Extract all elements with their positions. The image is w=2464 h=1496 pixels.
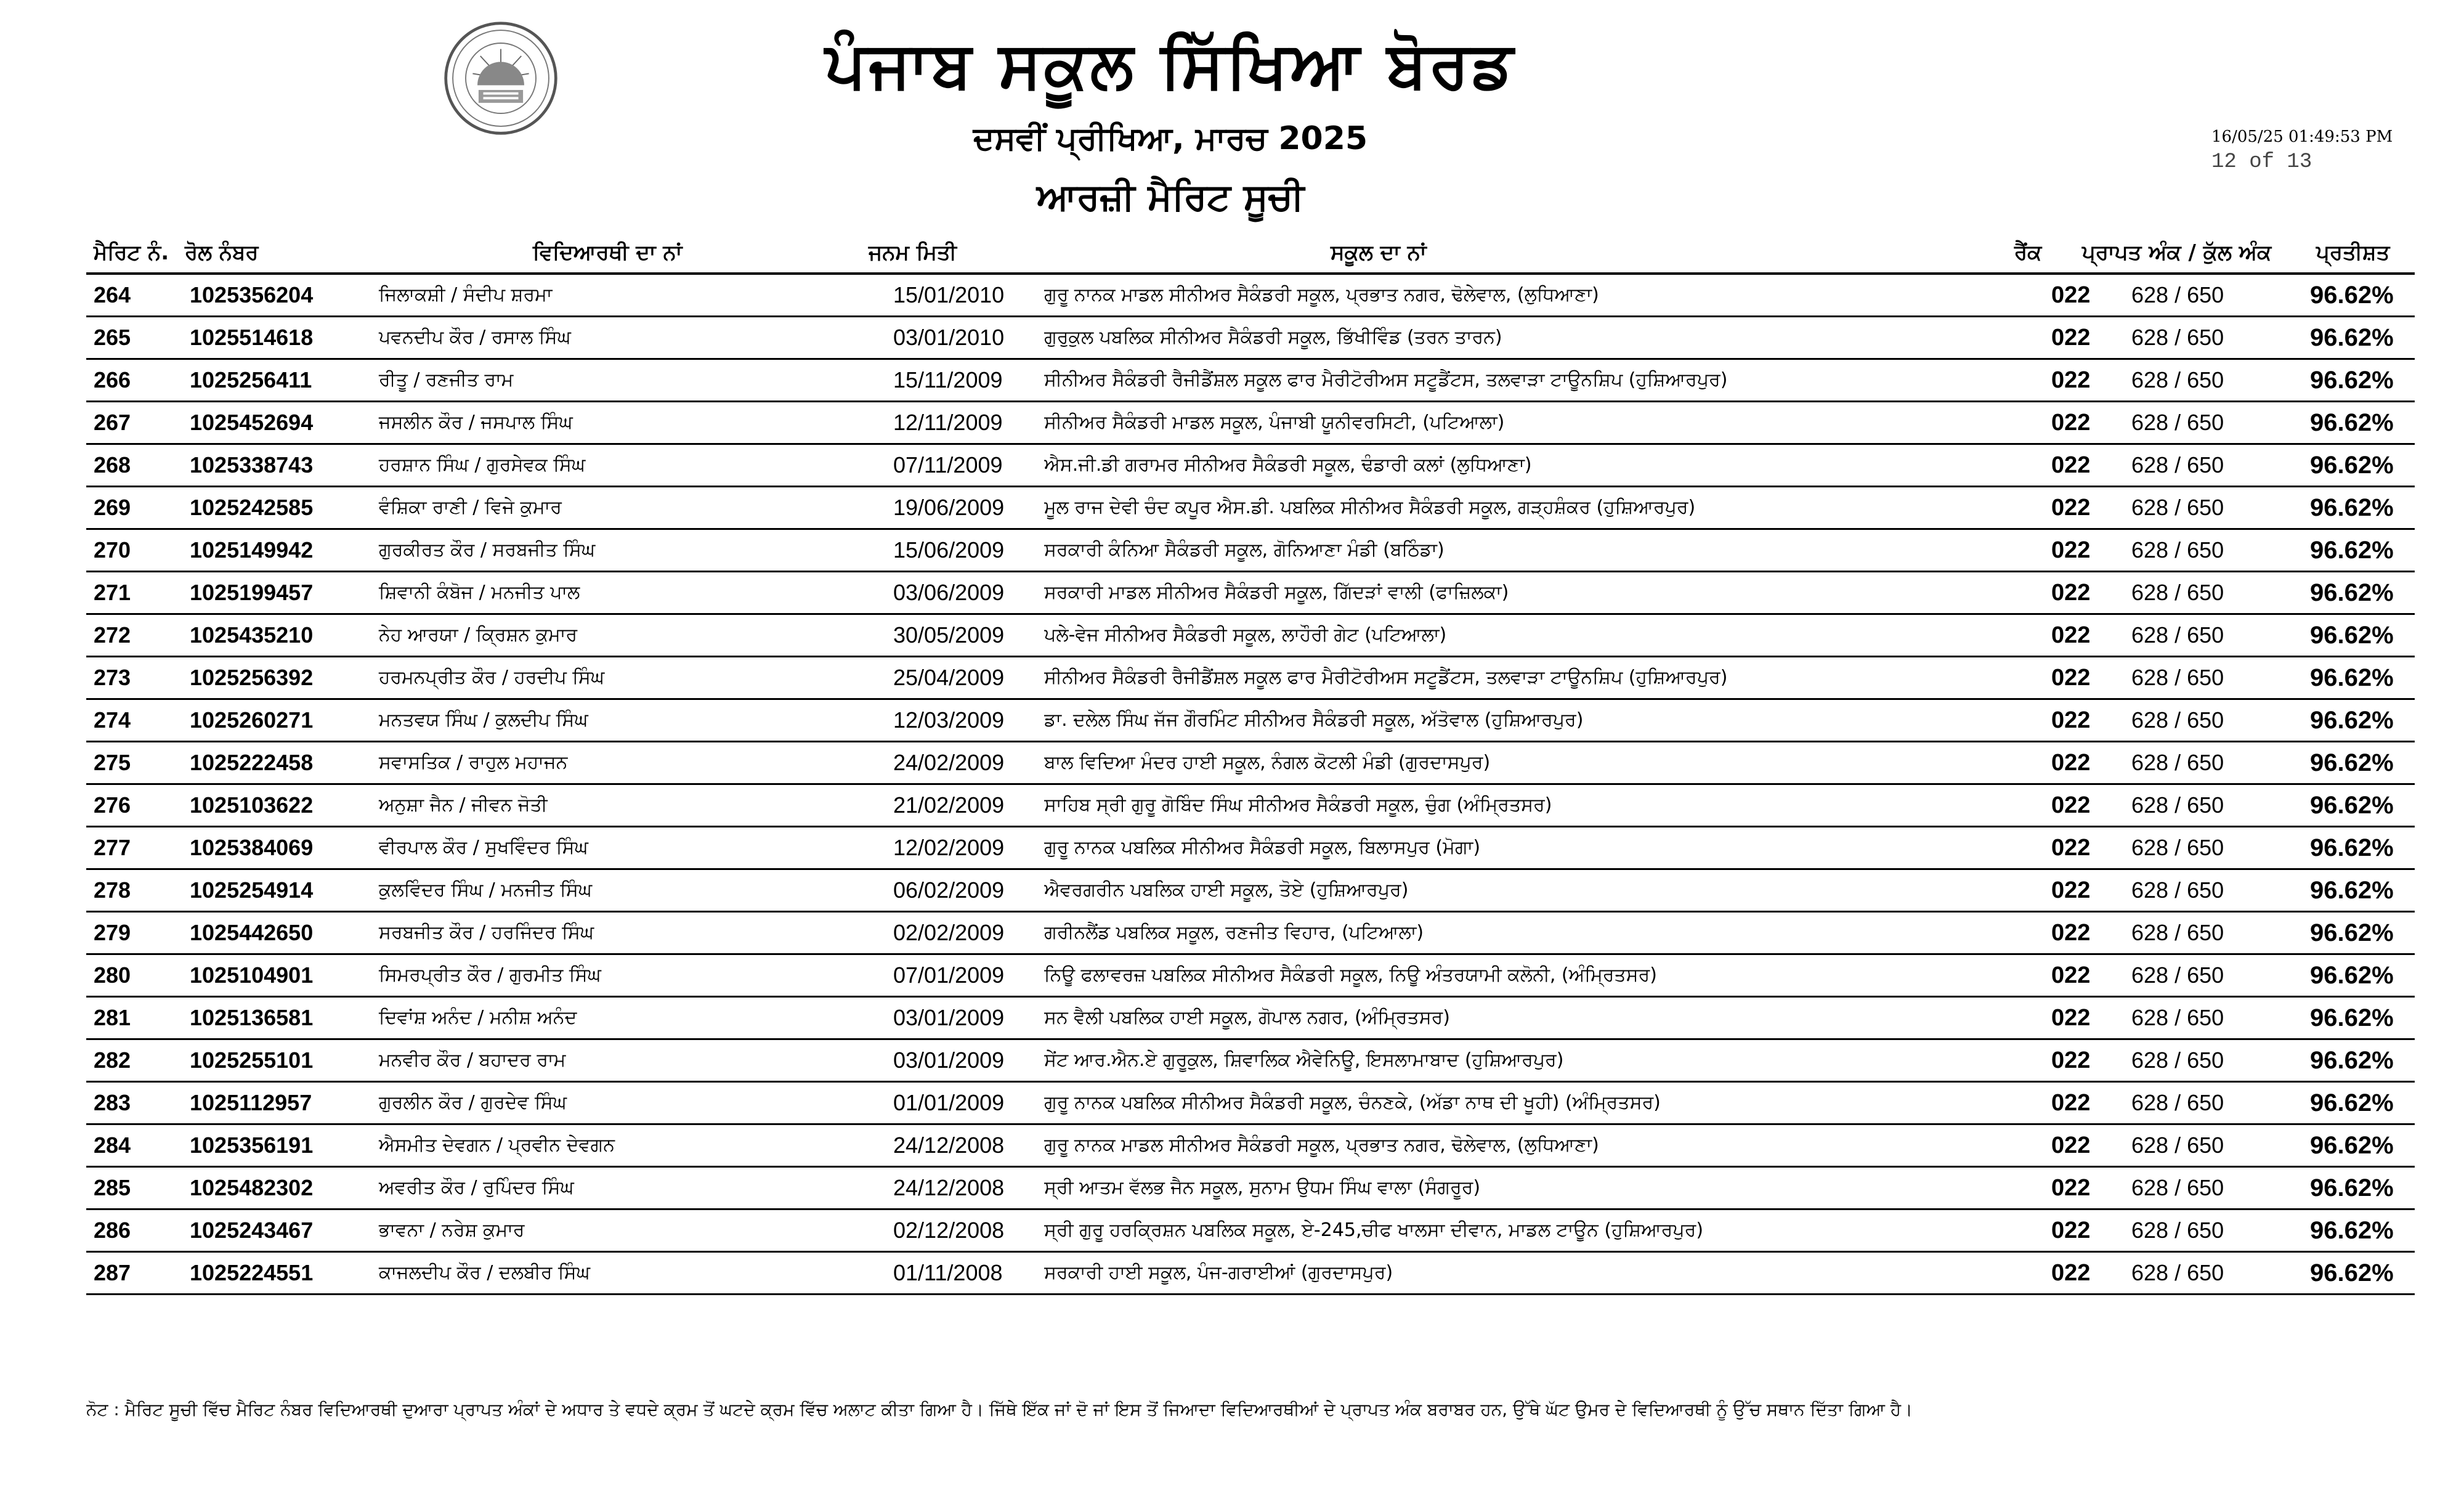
- table-row: [86, 913, 2415, 955]
- roll-number: 1025242585: [190, 495, 314, 520]
- merit-number: 273: [94, 665, 131, 690]
- percentage: 96.62%: [2310, 707, 2394, 734]
- table-row: [86, 955, 2415, 998]
- merit-number: 277: [94, 835, 131, 860]
- student-name: ਸਰਬਜੀਤ ਕੌਰ / ਹਰਜਿੰਦਰ ਸਿੰਘ: [379, 922, 594, 943]
- merit-number: 278: [94, 877, 131, 903]
- rank: 022: [2051, 877, 2091, 903]
- rank: 022: [2051, 495, 2091, 521]
- table-row: [86, 487, 2415, 530]
- marks-obtained: 628 / 650: [2131, 1005, 2224, 1030]
- roll-number: 1025149942: [190, 537, 314, 563]
- student-name: ਭਾਵਨਾ / ਨਰੇਸ਼ ਕੁਮਾਰ: [379, 1219, 525, 1241]
- percentage: 96.62%: [2310, 622, 2394, 649]
- school-name: ਗੁਰੂ ਨਾਨਕ ਮਾਡਲ ਸੀਨੀਅਰ ਸੈਕੰਡਰੀ ਸਕੂਲ, ਪ੍ਰਭਾਤ ਨਗਰ, ਢੋਲੇਵਾਲ, (ਲੁਧਿਆਣਾ): [1044, 1134, 1599, 1156]
- date-of-birth: 15/01/2010: [893, 282, 1005, 307]
- col-header-roll: ਰੋਲ ਨੰਬਰ: [185, 240, 259, 265]
- percentage: 96.62%: [2310, 1089, 2394, 1116]
- date-of-birth: 15/11/2009: [893, 367, 1003, 392]
- date-of-birth: 03/01/2009: [893, 1047, 1005, 1073]
- student-name: ਪਵਨਦੀਪ ਕੌਰ / ਰਸਾਲ ਸਿੰਘ: [379, 327, 571, 348]
- percentage: 96.62%: [2310, 367, 2394, 394]
- table-header: [86, 235, 2415, 275]
- date-of-birth: 30/05/2009: [893, 622, 1005, 648]
- rank: 022: [2051, 1047, 2091, 1073]
- student-name: ਗੁਰਲੀਨ ਕੌਰ / ਗੁਰਦੇਵ ਸਿੰਘ: [379, 1092, 567, 1113]
- school-name: ਗਰੀਨਲੈਂਡ ਪਬਲਿਕ ਸਕੂਲ, ਰਣਜੀਤ ਵਿਹਾਰ, (ਪਟਿਆਲਾ): [1044, 922, 1424, 943]
- student-name: ਹਰਸ਼ਾਨ ਸਿੰਘ / ਗੁਰਸੇਵਕ ਸਿੰਘ: [379, 454, 586, 476]
- roll-number: 1025222458: [190, 750, 314, 775]
- merit-number: 264: [94, 282, 131, 307]
- student-name: ਨੇਹ ਆਰਯਾ / ਕ੍ਰਿਸ਼ਨ ਕੁਮਾਰ: [379, 624, 578, 646]
- percentage: 96.62%: [2310, 324, 2394, 351]
- marks-obtained: 628 / 650: [2131, 877, 2224, 903]
- school-name: ਐਵਰਗਰੀਨ ਪਬਲਿਕ ਹਾਈ ਸਕੂਲ, ਤੋਏ (ਹੁਸ਼ਿਆਰਪੁਰ): [1044, 879, 1409, 901]
- merit-number: 267: [94, 410, 131, 435]
- student-name: ਸ਼ਿਵਾਨੀ ਕੰਬੋਜ / ਮਨਜੀਤ ਪਾਲ: [379, 582, 580, 603]
- roll-number: 1025514618: [190, 325, 314, 350]
- school-name: ਡਾ. ਦਲੇਲ ਸਿੰਘ ਜੱਜ ਗੌਰਮਿੰਟ ਸੀਨੀਅਰ ਸੈਕੰਡਰੀ ਸਕੂਲ, ਅੱਤੋਵਾਲ (ਹੁਸ਼ਿਆਰਪੁਰ): [1044, 709, 1584, 731]
- col-header-merit: ਮੈਰਿਟ ਨੰ.: [94, 240, 169, 265]
- marks-obtained: 628 / 650: [2131, 962, 2224, 988]
- date-of-birth: 07/11/2009: [893, 452, 1003, 478]
- merit-number: 268: [94, 452, 131, 478]
- table-row: [86, 1168, 2415, 1210]
- roll-number: 1025255101: [190, 1047, 314, 1073]
- merit-number: 286: [94, 1218, 131, 1243]
- marks-obtained: 628 / 650: [2131, 325, 2224, 350]
- merit-number: 280: [94, 962, 131, 988]
- roll-number: 1025442650: [190, 920, 314, 945]
- table-row: [86, 657, 2415, 700]
- rank: 022: [2051, 920, 2091, 946]
- student-name: ਐਸਮੀਤ ਦੇਵਗਨ / ਪ੍ਰਵੀਨ ਦੇਵਗਨ: [379, 1134, 615, 1156]
- merit-number: 279: [94, 920, 131, 945]
- percentage: 96.62%: [2310, 579, 2394, 606]
- date-of-birth: 03/06/2009: [893, 580, 1005, 605]
- table-row: [86, 1040, 2415, 1083]
- col-header-marks: ਪ੍ਰਾਪਤ ਅੰਕ / ਕੁੱਲ ਅੰਕ: [2082, 240, 2272, 265]
- merit-number: 265: [94, 325, 131, 350]
- table-row: [86, 275, 2415, 317]
- date-of-birth: 19/06/2009: [893, 495, 1005, 520]
- school-name: ਸੇਂਟ ਆਰ.ਐਨ.ਏ ਗੁਰੂਕੁਲ, ਸ਼ਿਵਾਲਿਕ ਐਵੇਨਿਊ, ਇਸਲਾਮਾਬਾਦ (ਹੁਸ਼ਿਆਰਪੁਰ): [1044, 1049, 1564, 1071]
- table-row: [86, 870, 2415, 913]
- merit-number: 270: [94, 537, 131, 563]
- school-name: ਗੁਰੂ ਨਾਨਕ ਮਾਡਲ ਸੀਨੀਅਰ ਸੈਕੰਡਰੀ ਸਕੂਲ, ਪ੍ਰਭਾਤ ਨਗਰ, ਢੋਲੇਵਾਲ, (ਲੁਧਿਆਣਾ): [1044, 284, 1599, 306]
- merit-number: 283: [94, 1090, 131, 1115]
- school-name: ਸਨ ਵੈਲੀ ਪਬਲਿਕ ਹਾਈ ਸਕੂਲ, ਗੋਪਾਲ ਨਗਰ, (ਅੰਮ੍ਰਿਤਸਰ): [1044, 1007, 1450, 1028]
- col-header-school: ਸਕੂਲ ਦਾ ਨਾਂ: [1331, 240, 1427, 265]
- table-row: [86, 1083, 2415, 1125]
- roll-number: 1025224551: [190, 1260, 314, 1285]
- date-of-birth: 12/02/2009: [893, 835, 1005, 860]
- date-of-birth: 12/11/2009: [893, 410, 1003, 435]
- roll-number: 1025384069: [190, 835, 314, 860]
- date-of-birth: 01/01/2009: [893, 1090, 1005, 1115]
- rank: 022: [2051, 452, 2091, 478]
- rank: 022: [2051, 580, 2091, 606]
- student-name: ਮਨਵੀਰ ਕੌਰ / ਬਹਾਦਰ ਰਾਮ: [379, 1049, 566, 1071]
- merit-number: 272: [94, 622, 131, 648]
- exam-title: ਦਸਵੀਂ ਪ੍ਰੀਖਿਆ, ਮਾਰਚ 2025: [973, 120, 1368, 157]
- percentage: 96.62%: [2310, 1132, 2394, 1159]
- table-row: [86, 998, 2415, 1040]
- percentage: 96.62%: [2310, 1259, 2394, 1287]
- roll-number: 1025338743: [190, 452, 314, 478]
- percentage: 96.62%: [2310, 834, 2394, 861]
- page-count: 12 of 13: [2211, 150, 2312, 174]
- school-name: ਪਲੇ-ਵੇਜ ਸੀਨੀਅਰ ਸੈਕੰਡਰੀ ਸਕੂਲ, ਲਾਹੌਰੀ ਗੇਟ (ਪਟਿਆਲਾ): [1044, 624, 1447, 646]
- table-row: [86, 1125, 2415, 1168]
- roll-number: 1025356191: [190, 1132, 314, 1158]
- student-name: ਹਰਮਨਪ੍ਰੀਤ ਕੌਰ / ਹਰਦੀਪ ਸਿੰਘ: [379, 667, 605, 688]
- marks-obtained: 628 / 650: [2131, 792, 2224, 818]
- table-row: [86, 827, 2415, 870]
- merit-number: 274: [94, 707, 131, 733]
- rank: 022: [2051, 537, 2091, 563]
- table-row: [86, 700, 2415, 742]
- table-body: [86, 275, 2415, 1295]
- percentage: 96.62%: [2310, 1174, 2394, 1201]
- table-row: [86, 1253, 2415, 1295]
- marks-obtained: 628 / 650: [2131, 580, 2224, 605]
- student-name: ਸਵਾਸਤਿਕ / ਰਾਹੁਲ ਮਹਾਜਨ: [379, 752, 568, 773]
- marks-obtained: 628 / 650: [2131, 1218, 2224, 1243]
- marks-obtained: 628 / 650: [2131, 750, 2224, 775]
- school-name: ਗੁਰੁਕੁਲ ਪਬਲਿਕ ਸੀਨੀਅਰ ਸੈਕੰਡਰੀ ਸਕੂਲ, ਭਿੱਖੀਵਿੰਡ (ਤਰਨ ਤਾਰਨ): [1044, 327, 1502, 348]
- roll-number: 1025254914: [190, 877, 314, 903]
- date-of-birth: 07/01/2009: [893, 962, 1005, 988]
- print-timestamp: 16/05/25 01:49:53 PM: [2211, 128, 2393, 146]
- merit-number: 271: [94, 580, 131, 605]
- table-row: [86, 530, 2415, 572]
- roll-number: 1025452694: [190, 410, 314, 435]
- marks-obtained: 628 / 650: [2131, 707, 2224, 733]
- marks-obtained: 628 / 650: [2131, 495, 2224, 520]
- marks-obtained: 628 / 650: [2131, 1132, 2224, 1158]
- table-row: [86, 1210, 2415, 1253]
- roll-number: 1025136581: [190, 1005, 314, 1030]
- roll-number: 1025199457: [190, 580, 314, 605]
- merit-number: 275: [94, 750, 131, 775]
- percentage: 96.62%: [2310, 1004, 2394, 1031]
- col-header-name: ਵਿਦਿਆਰਥੀ ਦਾ ਨਾਂ: [533, 240, 683, 265]
- roll-number: 1025104901: [190, 962, 314, 988]
- merit-number: 281: [94, 1005, 131, 1030]
- footer-note: ਨੋਟ : ਮੈਰਿਟ ਸੂਚੀ ਵਿੱਚ ਮੈਰਿਟ ਨੰਬਰ ਵਿਦਿਆਰਥੀ ਦੁਆਰਾ ਪ੍ਰਾਪਤ ਅੰਕਾਂ ਦੇ ਅਧਾਰ ਤੇ ਵਧਦੇ ਕ੍ਰਮ ਤੋਂ ਘਟਦੇ ਕ੍ਰਮ ਵਿੱਚ ਅਲਾਟ ਕੀਤਾ ਗਿਆ ਹੈ। ਜਿੱਥੇ ਇੱਕ ਜਾਂ ਦੋ ਜਾਂ ਇਸ ਤੋਂ ਜਿਆਦਾ ਵਿਦਿਆਰਥੀਆਂ ਦੇ ਪ੍ਰਾਪਤ ਅੰਕ ਬਰਾਬਰ ਹਨ, ਉੱਥੇ ਘੱਟ ਉਮਰ ਦੇ ਵਿਦਿਆਰਥੀ ਨੂੰ ਉੱਚ ਸਥਾਨ ਦਿੱਤਾ ਗਿਆ ਹੈ।: [86, 1399, 1913, 1420]
- percentage: 96.62%: [2310, 282, 2394, 309]
- date-of-birth: 21/02/2009: [893, 792, 1005, 818]
- date-of-birth: 24/02/2009: [893, 750, 1005, 775]
- merit-number: 276: [94, 792, 131, 818]
- col-header-rank: ਰੈਂਕ: [2014, 240, 2042, 265]
- rank: 022: [2051, 665, 2091, 691]
- school-name: ਗੁਰੂ ਨਾਨਕ ਪਬਲਿਕ ਸੀਨੀਅਰ ਸੈਕੰਡਰੀ ਸਕੂਲ, ਚੰਨਣਕੇ, (ਅੱਡਾ ਨਾਥ ਦੀ ਖੂਹੀ) (ਅੰਮ੍ਰਿਤਸਰ): [1044, 1092, 1661, 1113]
- rank: 022: [2051, 962, 2091, 988]
- rank: 022: [2051, 1005, 2091, 1031]
- percentage: 96.62%: [2310, 452, 2394, 479]
- table-row: [86, 445, 2415, 487]
- student-name: ਕਾਜਲਦੀਪ ਕੌਰ / ਦਲਬੀਰ ਸਿੰਘ: [379, 1262, 590, 1283]
- merit-number: 269: [94, 495, 131, 520]
- rank: 022: [2051, 622, 2091, 648]
- percentage: 96.62%: [2310, 877, 2394, 904]
- date-of-birth: 15/06/2009: [893, 537, 1005, 563]
- merit-number: 287: [94, 1260, 131, 1285]
- roll-number: 1025256411: [190, 367, 312, 392]
- rank: 022: [2051, 707, 2091, 733]
- table-row: [86, 742, 2415, 785]
- student-name: ਦਿਵਾਂਸ਼ ਅਨੰਦ / ਮਨੀਸ਼ ਅਨੰਦ: [379, 1007, 577, 1028]
- student-name: ਗੁਰਕੀਰਤ ਕੌਰ / ਸਰਬਜੀਤ ਸਿੰਘ: [379, 539, 596, 561]
- rank: 022: [2051, 1260, 2091, 1286]
- date-of-birth: 02/02/2009: [893, 920, 1005, 945]
- school-name: ਸੀਨੀਅਰ ਸੈਕੰਡਰੀ ਰੈਜੀਡੈਂਸ਼ਲ ਸਕੂਲ ਫਾਰ ਮੈਰੀਟੋਰੀਅਸ ਸਟੂਡੈਂਟਸ, ਤਲਵਾੜਾ ਟਾਊਨਸ਼ਿਪ (ਹੁਸ਼ਿਆਰਪੁਰ): [1044, 667, 1728, 688]
- col-header-percentage: ਪ੍ਰਤੀਸ਼ਤ: [2316, 240, 2390, 265]
- marks-obtained: 628 / 650: [2131, 1090, 2224, 1115]
- school-name: ਸੀਨੀਅਰ ਸੈਕੰਡਰੀ ਰੈਜੀਡੈਂਸ਼ਲ ਸਕੂਲ ਫਾਰ ਮੈਰੀਟੋਰੀਅਸ ਸਟੂਡੈਂਟਸ, ਤਲਵਾੜਾ ਟਾਊਨਸ਼ਿਪ (ਹੁਸ਼ਿਆਰਪੁਰ): [1044, 369, 1728, 391]
- school-name: ਬਾਲ ਵਿਦਿਆ ਮੰਦਰ ਹਾਈ ਸਕੂਲ, ਨੰਗਲ ਕੋਟਲੀ ਮੰਡੀ (ਗੁਰਦਾਸਪੁਰ): [1044, 752, 1491, 773]
- col-header-dob: ਜਨਮ ਮਿਤੀ: [869, 240, 957, 265]
- marks-obtained: 628 / 650: [2131, 835, 2224, 860]
- roll-number: 1025112957: [190, 1090, 312, 1115]
- school-name: ਸਰਕਾਰੀ ਕੰਨਿਆ ਸੈਕੰਡਰੀ ਸਕੂਲ, ਗੋਨਿਆਣਾ ਮੰਡੀ (ਬਠਿੰਡਾ): [1044, 539, 1445, 561]
- date-of-birth: 03/01/2009: [893, 1005, 1005, 1030]
- rank: 022: [2051, 282, 2091, 308]
- student-name: ਰੀਤੂ / ਰਣਜੀਤ ਰਾਮ: [379, 369, 514, 391]
- marks-obtained: 628 / 650: [2131, 452, 2224, 478]
- list-title: ਆਰਜ਼ੀ ਮੈਰਿਟ ਸੂਚੀ: [1036, 176, 1305, 219]
- student-name: ਸਿਮਰਪ੍ਰੀਤ ਕੌਰ / ਗੁਰਮੀਤ ਸਿੰਘ: [379, 964, 601, 986]
- merit-table: [86, 235, 2415, 1295]
- rank: 022: [2051, 792, 2091, 818]
- board-name: ਪੰਜਾਬ ਸਕੂਲ ਸਿੱਖਿਆ ਬੋਰਡ: [825, 27, 1516, 102]
- percentage: 96.62%: [2310, 792, 2394, 819]
- date-of-birth: 02/12/2008: [893, 1218, 1005, 1243]
- merit-number: 284: [94, 1132, 131, 1158]
- percentage: 96.62%: [2310, 1217, 2394, 1244]
- table-row: [86, 360, 2415, 402]
- school-name: ਐਸ.ਜੀ.ਡੀ ਗਰਾਮਰ ਸੀਨੀਅਰ ਸੈਕੰਡਰੀ ਸਕੂਲ, ਢੰਡਾਰੀ ਕਲਾਂ (ਲੁਧਿਆਣਾ): [1044, 454, 1532, 476]
- percentage: 96.62%: [2310, 962, 2394, 989]
- rank: 022: [2051, 410, 2091, 436]
- merit-number: 282: [94, 1047, 131, 1073]
- rank: 022: [2051, 1175, 2091, 1201]
- rank: 022: [2051, 1090, 2091, 1116]
- date-of-birth: 06/02/2009: [893, 877, 1005, 903]
- school-name: ਨਿਊ ਫਲਾਵਰਜ਼ ਪਬਲਿਕ ਸੀਨੀਅਰ ਸੈਕੰਡਰੀ ਸਕੂਲ, ਨਿਊ ਅੰਤਰਯਾਮੀ ਕਲੋਨੀ, (ਅੰਮ੍ਰਿਤਸਰ): [1044, 964, 1657, 986]
- student-name: ਅਨੁਸ਼ਾ ਜੈਨ / ਜੀਵਨ ਜੋਤੀ: [379, 794, 548, 816]
- percentage: 96.62%: [2310, 664, 2394, 691]
- table-row: [86, 402, 2415, 445]
- board-seal-icon: [442, 20, 559, 137]
- table-row: [86, 785, 2415, 827]
- table-row: [86, 317, 2415, 360]
- roll-number: 1025356204: [190, 282, 314, 307]
- marks-obtained: 628 / 650: [2131, 622, 2224, 648]
- school-name: ਗੁਰੂ ਨਾਨਕ ਪਬਲਿਕ ਸੀਨੀਅਰ ਸੈਕੰਡਰੀ ਸਕੂਲ, ਬਿਲਾਸਪੁਰ (ਮੋਗਾ): [1044, 837, 1481, 858]
- school-name: ਸ੍ਰੀ ਗੁਰੂ ਹਰਕ੍ਰਿਸ਼ਨ ਪਬਲਿਕ ਸਕੂਲ, ਏ-245,ਚੀਫ ਖਾਲਸਾ ਦੀਵਾਨ, ਮਾਡਲ ਟਾਊਨ (ਹੁਸ਼ਿਆਰਪੁਰ): [1044, 1219, 1704, 1241]
- rank: 022: [2051, 1218, 2091, 1243]
- roll-number: 1025482302: [190, 1175, 314, 1200]
- table-row: [86, 572, 2415, 615]
- date-of-birth: 24/12/2008: [893, 1132, 1005, 1158]
- school-name: ਮੂਲ ਰਾਜ ਦੇਵੀ ਚੰਦ ਕਪੂਰ ਐਸ.ਡੀ. ਪਬਲਿਕ ਸੀਨੀਅਰ ਸੈਕੰਡਰੀ ਸਕੂਲ, ਗੜ੍ਹਸ਼ੰਕਰ (ਹੁਸ਼ਿਆਰਪੁਰ): [1044, 497, 1696, 518]
- date-of-birth: 24/12/2008: [893, 1175, 1005, 1200]
- marks-obtained: 628 / 650: [2131, 665, 2224, 690]
- school-name: ਸਰਕਾਰੀ ਹਾਈ ਸਕੂਲ, ਪੰਜ-ਗਰਾਈਆਂ (ਗੁਰਦਾਸਪੁਰ): [1044, 1262, 1393, 1283]
- marks-obtained: 628 / 650: [2131, 282, 2224, 307]
- merit-number: 285: [94, 1175, 131, 1200]
- school-name: ਸਰਕਾਰੀ ਮਾਡਲ ਸੀਨੀਅਰ ਸੈਕੰਡਰੀ ਸਕੂਲ, ਗਿੱਦੜਾਂ ਵਾਲੀ (ਫਾਜ਼ਿਲਕਾ): [1044, 582, 1509, 603]
- marks-obtained: 628 / 650: [2131, 1047, 2224, 1073]
- date-of-birth: 12/03/2009: [893, 707, 1005, 733]
- school-name: ਸੀਨੀਅਰ ਸੈਕੰਡਰੀ ਮਾਡਲ ਸਕੂਲ, ਪੰਜਾਬੀ ਯੂਨੀਵਰਸਿਟੀ, (ਪਟਿਆਲਾ): [1044, 412, 1505, 433]
- roll-number: 1025103622: [190, 792, 314, 818]
- marks-obtained: 628 / 650: [2131, 537, 2224, 563]
- student-name: ਜਿਲਾਕਸ਼ੀ / ਸੰਦੀਪ ਸ਼ਰਮਾ: [379, 284, 553, 306]
- percentage: 96.62%: [2310, 749, 2394, 776]
- rank: 022: [2051, 835, 2091, 861]
- marks-obtained: 628 / 650: [2131, 920, 2224, 945]
- percentage: 96.62%: [2310, 537, 2394, 564]
- student-name: ਮਨਤਵਯ ਸਿੰਘ / ਕੁਲਦੀਪ ਸਿੰਘ: [379, 709, 588, 731]
- date-of-birth: 01/11/2008: [893, 1260, 1003, 1285]
- percentage: 96.62%: [2310, 494, 2394, 521]
- school-name: ਸਾਹਿਬ ਸ੍ਰੀ ਗੁਰੂ ਗੋਬਿੰਦ ਸਿੰਘ ਸੀਨੀਅਰ ਸੈਕੰਡਰੀ ਸਕੂਲ, ਚੁੰਗ (ਅੰਮ੍ਰਿਤਸਰ): [1044, 794, 1552, 816]
- marks-obtained: 628 / 650: [2131, 1260, 2224, 1285]
- student-name: ਅਵਰੀਤ ਕੌਰ / ਰੁਪਿੰਦਰ ਸਿੰਘ: [379, 1177, 574, 1198]
- student-name: ਕੁਲਵਿੰਦਰ ਸਿੰਘ / ਮਨਜੀਤ ਸਿੰਘ: [379, 879, 593, 901]
- marks-obtained: 628 / 650: [2131, 410, 2224, 435]
- roll-number: 1025435210: [190, 622, 314, 648]
- school-name: ਸ੍ਰੀ ਆਤਮ ਵੱਲਭ ਜੈਨ ਸਕੂਲ, ਸੁਨਾਮ ਉਧਮ ਸਿੰਘ ਵਾਲਾ (ਸੰਗਰੂਰ): [1044, 1177, 1481, 1198]
- rank: 022: [2051, 1132, 2091, 1158]
- merit-number: 266: [94, 367, 131, 392]
- roll-number: 1025243467: [190, 1218, 314, 1243]
- marks-obtained: 628 / 650: [2131, 1175, 2224, 1200]
- marks-obtained: 628 / 650: [2131, 367, 2224, 392]
- student-name: ਵੰਸ਼ਿਕਾ ਰਾਣੀ / ਵਿਜੇ ਕੁਮਾਰ: [379, 497, 562, 518]
- rank: 022: [2051, 750, 2091, 776]
- table-row: [86, 615, 2415, 657]
- percentage: 96.62%: [2310, 919, 2394, 946]
- rank: 022: [2051, 367, 2091, 393]
- percentage: 96.62%: [2310, 1047, 2394, 1074]
- student-name: ਜਸਲੀਨ ਕੌਰ / ਜਸਪਾਲ ਸਿੰਘ: [379, 412, 573, 433]
- roll-number: 1025260271: [190, 707, 314, 733]
- roll-number: 1025256392: [190, 665, 314, 690]
- rank: 022: [2051, 325, 2091, 351]
- date-of-birth: 25/04/2009: [893, 665, 1005, 690]
- student-name: ਵੀਰਪਾਲ ਕੌਰ / ਸੁਖਵਿੰਦਰ ਸਿੰਘ: [379, 837, 588, 858]
- date-of-birth: 03/01/2010: [893, 325, 1005, 350]
- percentage: 96.62%: [2310, 409, 2394, 436]
